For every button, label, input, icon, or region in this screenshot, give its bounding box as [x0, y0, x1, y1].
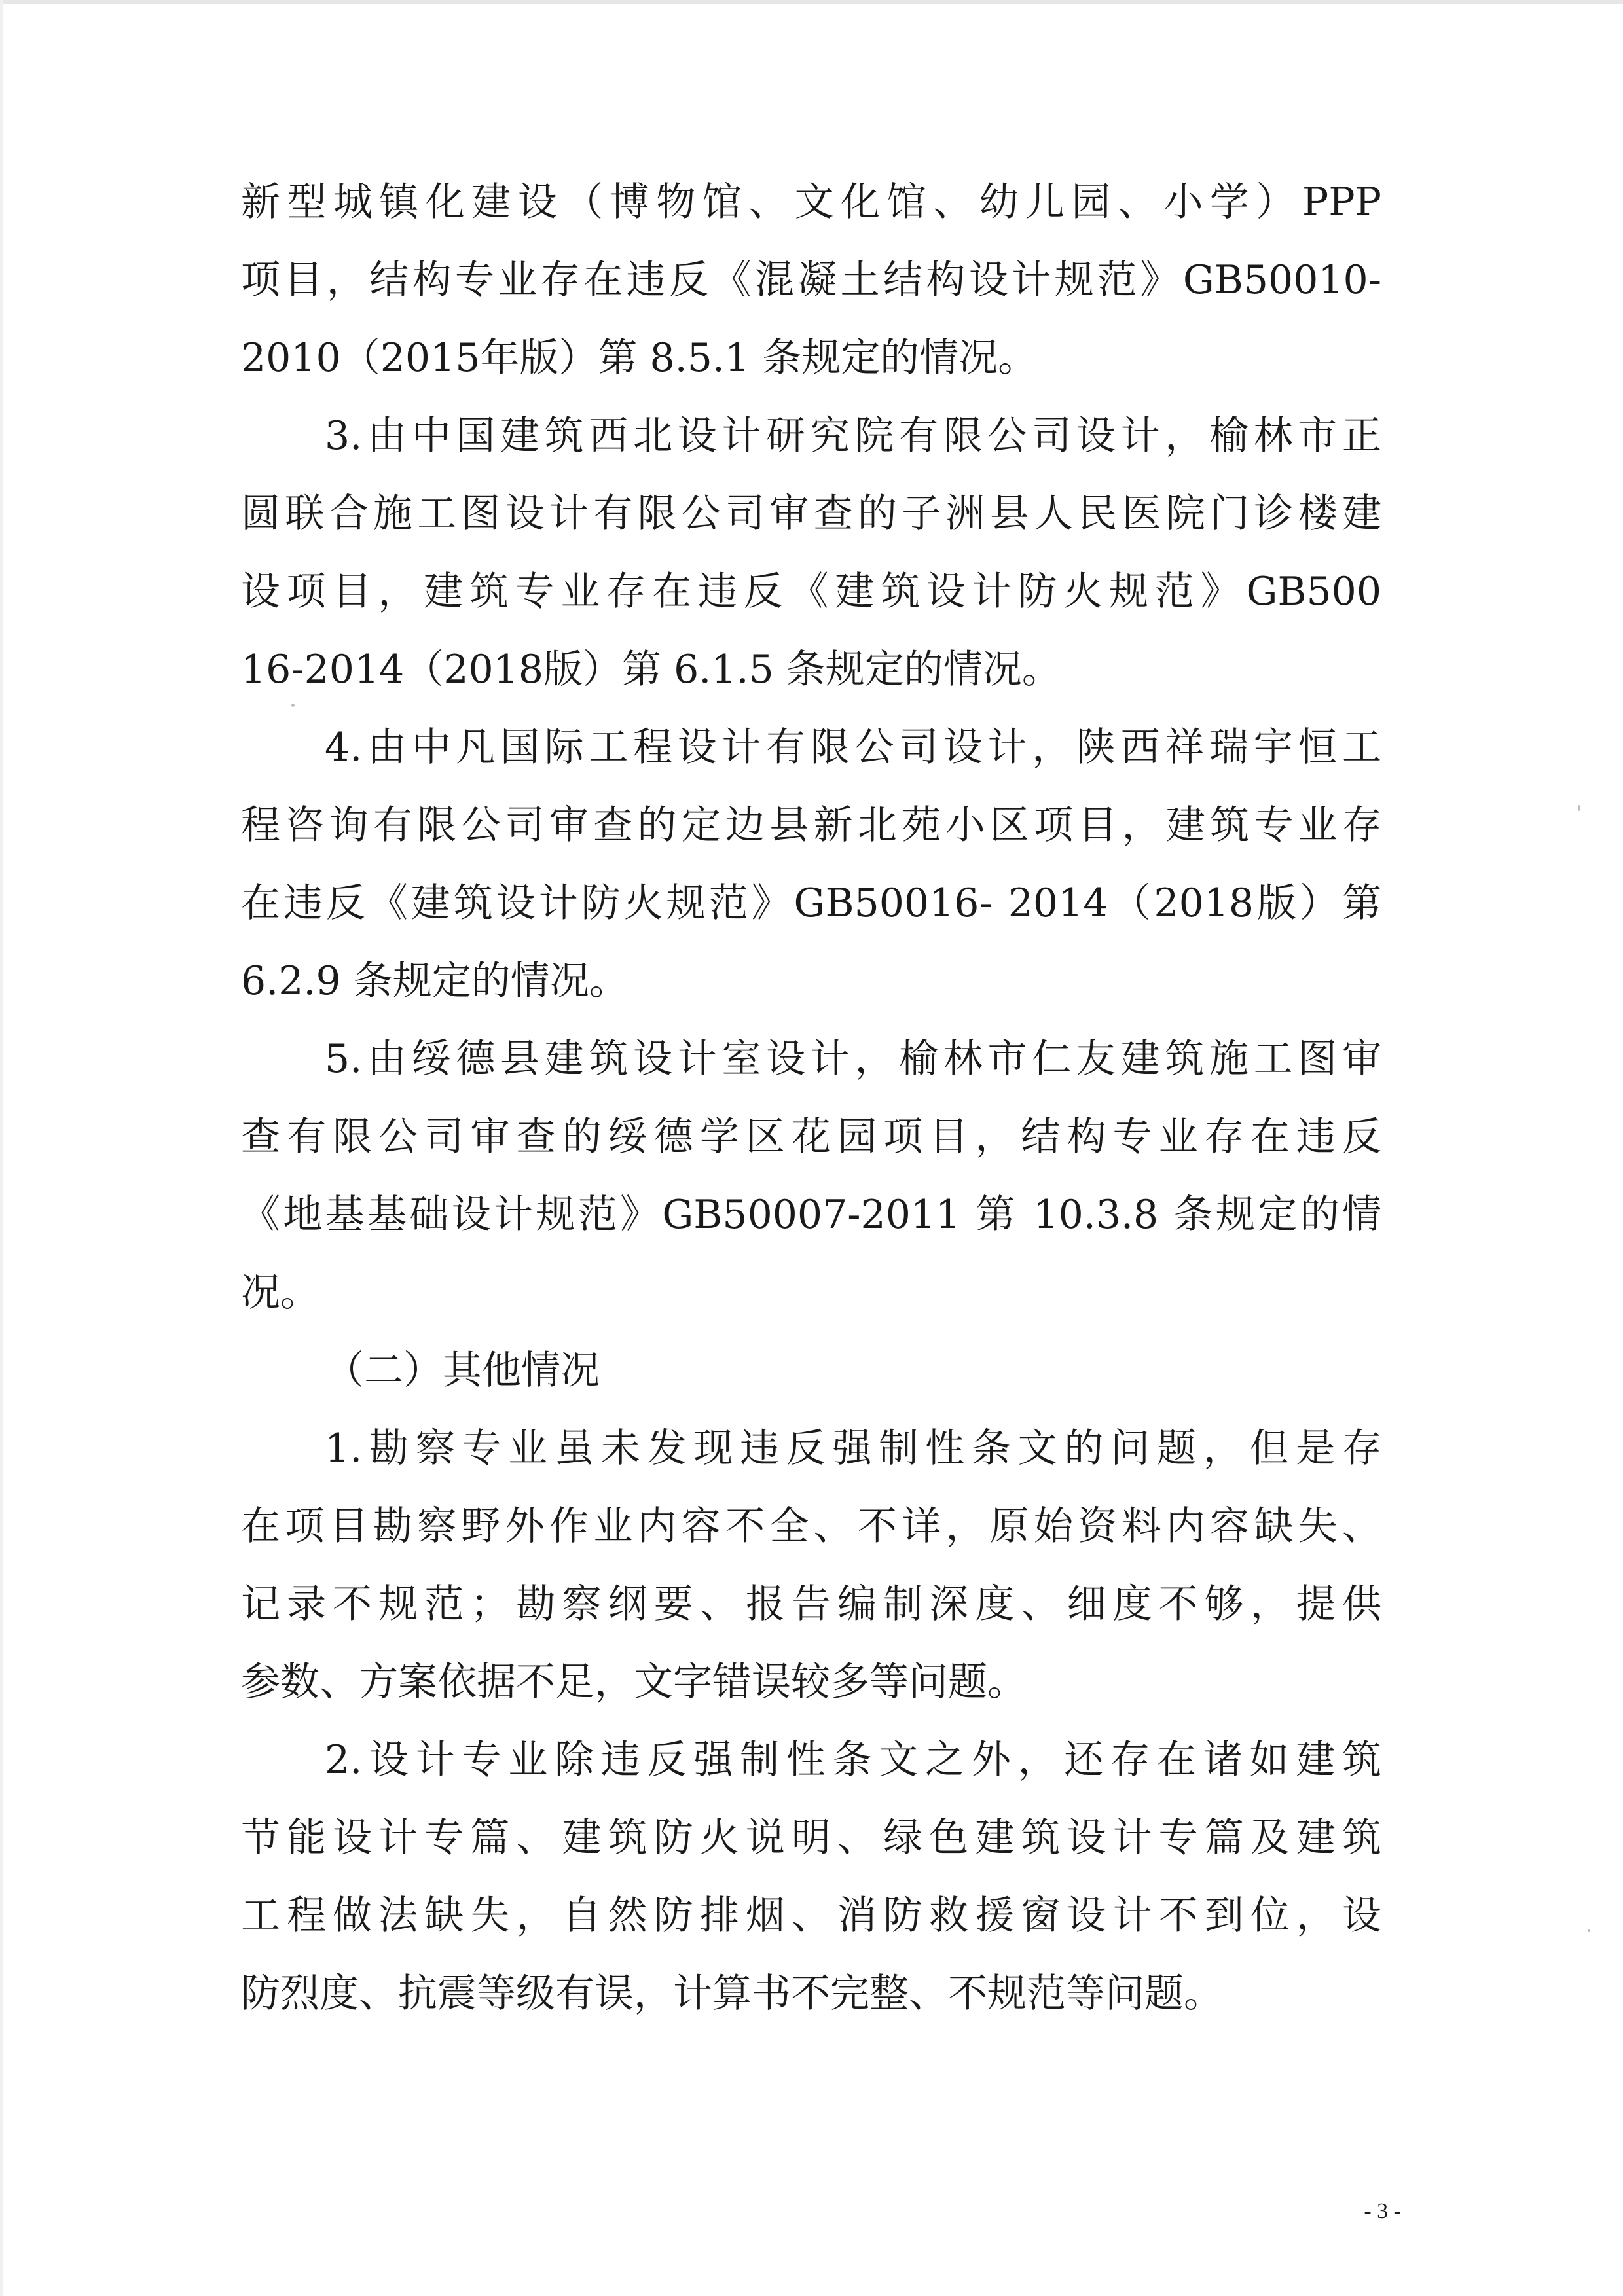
text-line: 在项目勘察野外作业内容不全、不详，原始资料内容缺失、: [241, 1503, 1381, 1549]
text-line: 防烈度、抗震等级有误，计算书不完整、不规范等问题。: [241, 1971, 1223, 2017]
paragraph-start-line: 2.设计专业除违反强制性条文之外，还存在诸如建筑: [325, 1737, 1381, 1783]
scan-speck: [291, 704, 295, 707]
paragraph-start-line: 3.由中国建筑西北设计研究院有限公司设计，榆林市正: [325, 413, 1381, 459]
text-line: 新型城镇化建设（博物馆、文化馆、幼儿园、小学）PPP: [241, 179, 1381, 225]
text-line: 16-2014（2018版）第 6.1.5 条规定的情况。: [241, 647, 1061, 692]
text-line: 《地基基础设计规范》GB50007-2011 第 10.3.8 条规定的情: [241, 1192, 1381, 1238]
text-line: 设项目，建筑专业存在违反《建筑设计防火规范》GB500: [241, 569, 1381, 615]
text-line: 6.2.9 条规定的情况。: [241, 958, 629, 1004]
document-body: [241, 164, 1381, 2033]
text-line: 查有限公司审查的绥德学区花园项目，结构专业存在违反: [241, 1114, 1381, 1160]
text-line: 节能设计专篇、建筑防火说明、绿色建筑设计专篇及建筑: [241, 1815, 1381, 1861]
page-top-edge: [0, 0, 1623, 4]
section-heading: （二）其他情况: [325, 1348, 600, 1393]
text-line: 记录不规范；勘察纲要、报告编制深度、细度不够，提供: [241, 1581, 1381, 1627]
text-line: 况。: [241, 1270, 319, 1316]
page-number: - 3 -: [1364, 2199, 1401, 2223]
text-line: 工程做法缺失，自然防排烟、消防救援窗设计不到位，设: [241, 1893, 1381, 1939]
page-left-edge: [0, 0, 3, 2296]
text-line: 项目，结构专业存在违反《混凝土结构设计规范》GB50010-: [241, 257, 1381, 303]
scan-speck: [1578, 805, 1580, 811]
text-line: 参数、方案依据不足，文字错误较多等问题。: [241, 1659, 1027, 1705]
text-line: 圆联合施工图设计有限公司审查的子洲县人民医院门诊楼建: [241, 491, 1381, 537]
text-line: 程咨询有限公司审查的定边县新北苑小区项目，建筑专业存: [241, 802, 1381, 848]
paragraph-start-line: 4.由中凡国际工程设计有限公司设计，陕西祥瑞宇恒工: [325, 725, 1381, 770]
scan-speck: [1588, 1929, 1590, 1932]
text-line: 在违反《建筑设计防火规范》GB50016- 2014（2018版）第: [241, 880, 1381, 926]
paragraph-start-line: 1.勘察专业虽未发现违反强制性条文的问题，但是存: [325, 1426, 1381, 1471]
paragraph-start-line: 5.由绥德县建筑设计室设计，榆林市仁友建筑施工图审: [325, 1036, 1381, 1082]
text-line: 2010（2015年版）第 8.5.1 条规定的情况。: [241, 335, 1038, 381]
